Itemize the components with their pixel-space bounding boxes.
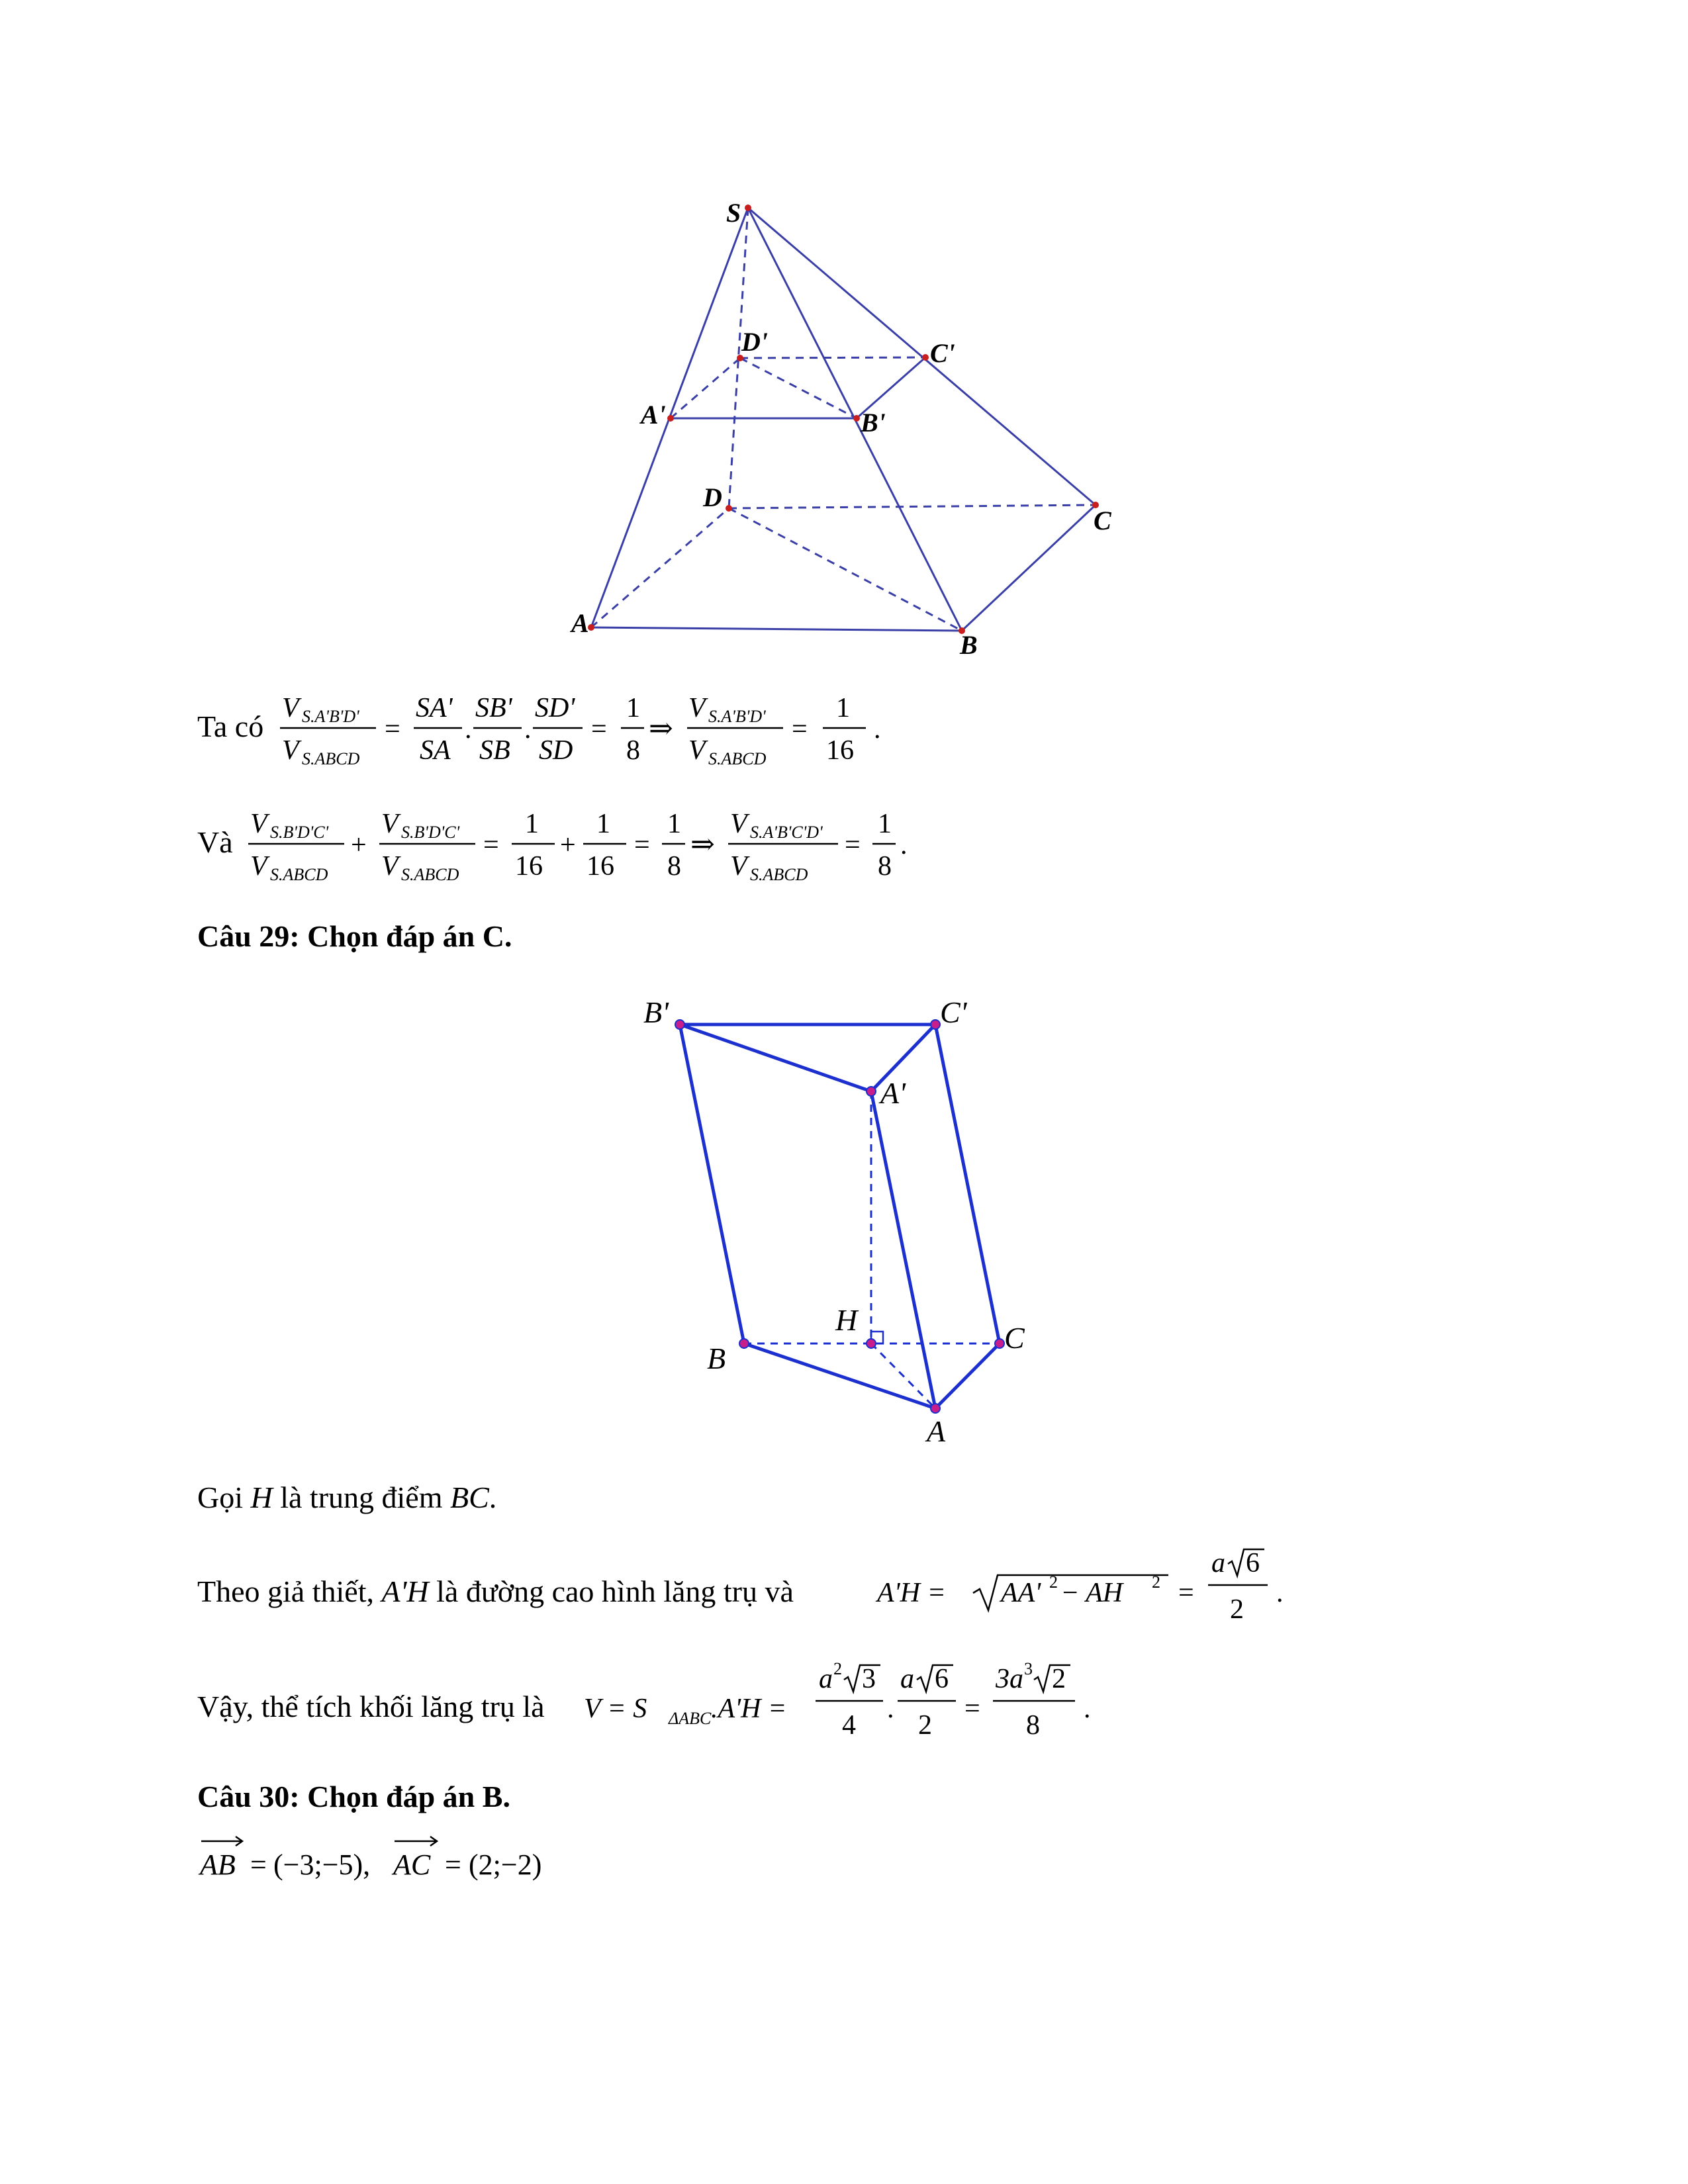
label-H: H [835,1303,858,1337]
svg-text:a: a [819,1664,833,1694]
svg-text:6: 6 [935,1664,949,1694]
svg-text:2: 2 [1049,1572,1058,1592]
svg-text:=: = [964,1694,980,1724]
vector-formula [197,1827,594,1899]
svg-text:V: V [688,735,706,766]
svg-text:SB: SB [479,735,510,766]
svg-text:SA': SA' [416,693,453,723]
svg-text:S.B'D'C': S.B'D'C' [401,823,460,842]
heading-question-29: Câu 29: Chọn đáp án C. [197,919,512,953]
label-C1: C' [930,338,955,368]
svg-text:=: = [385,714,400,745]
svg-text:Ta có: Ta có [197,709,264,743]
svg-text:S.A'B'D': S.A'B'D' [708,707,766,726]
svg-text:− AH: − AH [1060,1578,1123,1608]
label-C: C [1094,506,1111,535]
heading-question-30: Câu 30: Chọn đáp án B. [197,1780,510,1813]
svg-text:=: = [445,1848,461,1881]
midpoint-statement: Gọi H là trung điểm BC. [197,1480,497,1514]
height-statement: Theo giả thiết, A'H là đường cao hình lăng trụ và [197,1574,794,1608]
label-B: B [960,630,978,660]
svg-text:16: 16 [586,851,614,882]
svg-text:1: 1 [878,809,892,839]
svg-text:(2;−2): (2;−2) [469,1848,542,1881]
svg-text:16: 16 [515,851,543,882]
svg-text:⇒: ⇒ [649,712,673,745]
svg-text:=: = [1178,1578,1194,1608]
label-B: B [707,1342,726,1375]
svg-text:1: 1 [667,809,681,839]
label-A1: A' [641,400,666,430]
svg-text:+: + [351,830,367,860]
svg-text:V: V [250,809,267,839]
svg-text:2: 2 [918,1710,932,1741]
svg-text:S.A'B'D': S.A'B'D' [302,707,359,726]
svg-text:SA: SA [420,735,451,766]
svg-text:S.B'D'C': S.B'D'C' [270,823,329,842]
svg-text:2: 2 [1230,1594,1244,1625]
svg-text:1: 1 [525,809,539,839]
svg-text:1: 1 [836,693,850,723]
svg-text:S.ABCD: S.ABCD [708,749,767,768]
svg-text:8: 8 [878,851,892,882]
svg-text:8: 8 [1026,1710,1040,1741]
svg-text:1: 1 [626,693,640,723]
svg-text:A'H =: A'H = [877,1578,946,1608]
svg-text:S.ABCD: S.ABCD [750,865,808,884]
svg-text:8: 8 [626,735,640,766]
svg-text:2: 2 [1152,1572,1160,1592]
label-A: A [571,608,589,638]
svg-text:S.ABCD: S.ABCD [401,865,459,884]
label-C1: C' [940,995,967,1029]
svg-text:.: . [524,714,532,745]
svg-text:3a: 3a [996,1664,1023,1694]
label-D: D [703,482,722,512]
svg-text:4: 4 [842,1710,856,1741]
label-A: A [927,1414,946,1448]
svg-text:a: a [1211,1548,1225,1578]
svg-text:+: + [560,830,576,860]
svg-text:.: . [874,714,881,745]
svg-text:AB: AB [200,1848,236,1881]
svg-text:.: . [1276,1578,1284,1608]
svg-text:S.ABCD: S.ABCD [270,865,328,884]
volume-formula [584,1655,1113,1754]
svg-text:.: . [1084,1694,1091,1724]
svg-text:V: V [282,693,299,723]
svg-text:V: V [282,735,299,766]
label-B1: B' [861,408,886,437]
svg-text:SD': SD' [535,693,575,723]
svg-text:ΔABC: ΔABC [669,1709,712,1728]
svg-text:.: . [900,830,908,860]
svg-text:S.ABCD: S.ABCD [302,749,360,768]
svg-text:⇒: ⇒ [690,828,715,860]
svg-text:AC: AC [393,1848,431,1881]
svg-text:=: = [591,714,607,745]
svg-text:.: . [887,1694,894,1724]
label-A1: A' [880,1076,906,1110]
svg-text:3: 3 [1024,1659,1033,1678]
svg-text:V = S: V = S [584,1694,647,1724]
svg-text:V: V [381,809,399,839]
svg-text:.A'H =: .A'H = [711,1694,787,1724]
svg-text:3: 3 [862,1664,876,1694]
svg-text:(−3;−5),: (−3;−5), [273,1848,371,1881]
label-B1: B' [643,995,669,1029]
svg-text:8: 8 [667,851,681,882]
label-C: C [1004,1321,1025,1355]
svg-text:6: 6 [1246,1548,1260,1578]
svg-text:Và: Và [197,825,233,859]
svg-text:1: 1 [596,809,610,839]
svg-text:a: a [900,1664,914,1694]
svg-text:V: V [730,851,747,882]
label-S: S [726,198,741,228]
svg-text:AA': AA' [1001,1578,1041,1608]
svg-text:S.A'B'C'D': S.A'B'C'D' [750,823,823,842]
volume-statement: Vậy, thể tích khối lăng trụ là [197,1690,545,1723]
label-D1: D' [741,327,768,357]
svg-text:=: = [634,830,650,860]
svg-text:V: V [250,851,267,882]
svg-text:=: = [845,830,861,860]
height-formula [877,1539,1288,1638]
svg-text:=: = [483,830,499,860]
svg-text:=: = [250,1848,267,1881]
svg-text:2: 2 [1052,1664,1066,1694]
svg-text:V: V [381,851,399,882]
svg-text:V: V [688,693,706,723]
svg-text:=: = [792,714,808,745]
svg-text:V: V [730,809,747,839]
svg-text:SB': SB' [475,693,512,723]
svg-text:16: 16 [826,735,854,766]
svg-text:SD: SD [539,735,573,766]
svg-text:.: . [465,714,472,745]
svg-text:2: 2 [833,1659,842,1678]
